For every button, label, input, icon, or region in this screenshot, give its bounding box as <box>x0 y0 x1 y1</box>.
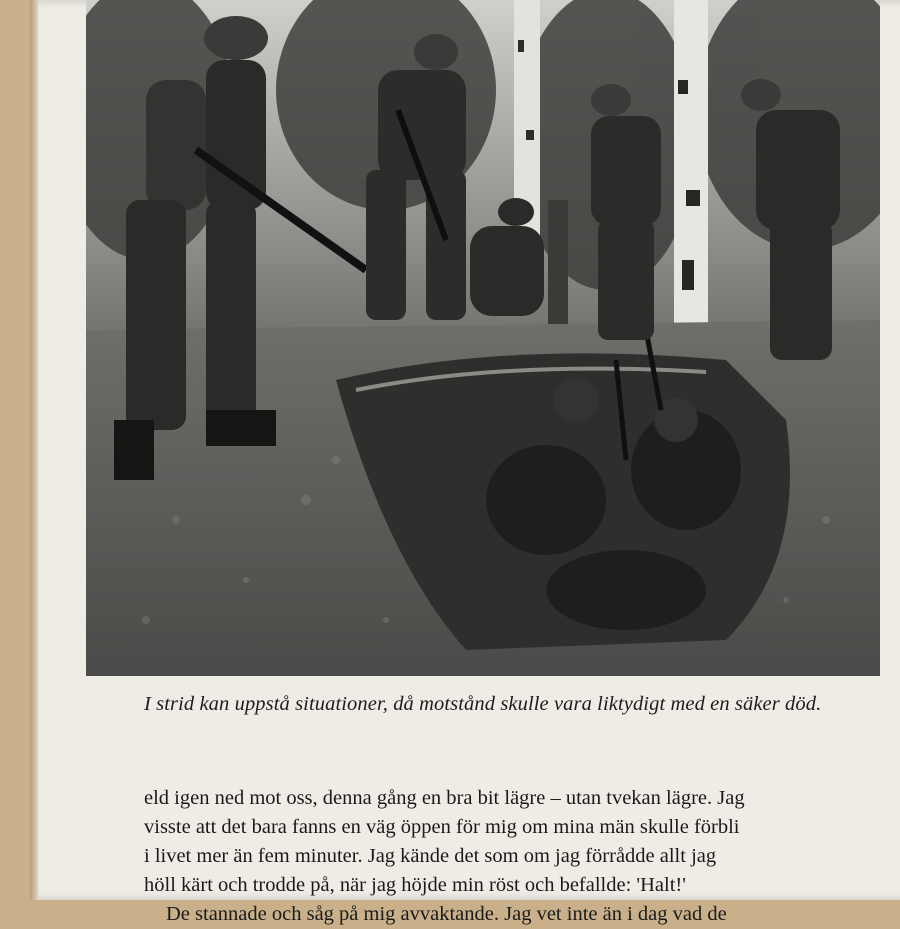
body-line: eld igen ned mot oss, denna gång en bra bit lägre – utan tvekan lägre. Jag <box>144 787 745 809</box>
body-line: höll kärt och trodde på, när jag höjde min röst och befallde: 'Halt!' <box>144 874 686 896</box>
soldiers-at-trench-photo <box>86 0 880 676</box>
body-line: i livet mer än fem minuter. Jag kände det som om jag förrådde allt jag <box>144 845 717 867</box>
body-line: De stannade och såg på mig avvaktande. Jag vet inte än i dag vad de <box>166 903 727 925</box>
body-paragraph <box>144 784 889 929</box>
photo-caption: I strid kan uppstå situationer, då motstånd skulle vara liktydigt med en säker död. <box>144 693 822 715</box>
body-line: visste att det bara fanns en väg öppen för mig om mina män skulle förbli <box>144 816 740 838</box>
